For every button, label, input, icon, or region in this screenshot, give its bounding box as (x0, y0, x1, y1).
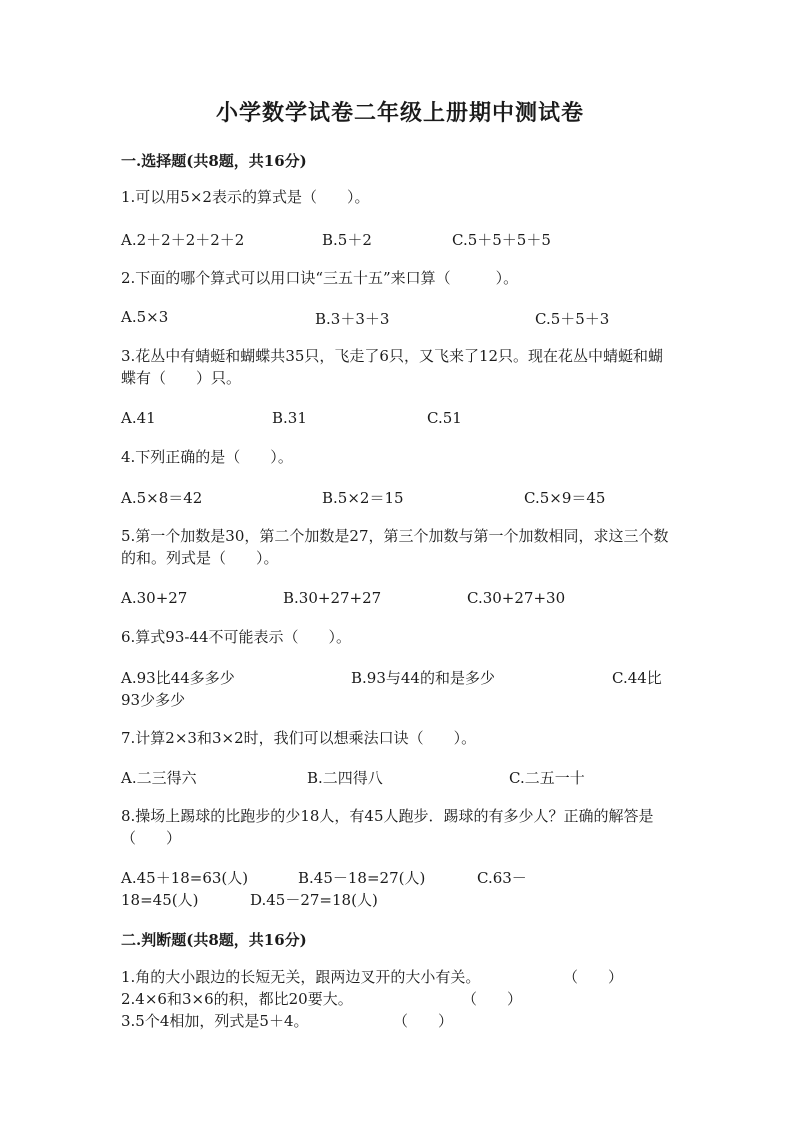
q1-option-b: B.5＋2 (322, 231, 372, 249)
q5-option-a: A.30+27 (121, 589, 188, 607)
q6-option-c-cont: 93少多少 (121, 691, 186, 709)
question-3: 3.花丛中有蜻蜓和蝴蝶共35只，飞走了6只，又飞来了12只。现在花丛中蜻蜓和蝴蝶有（ ）只。 (121, 347, 664, 387)
q1-option-a: A.2＋2＋2＋2＋2 (121, 231, 245, 249)
question-8: 8.操场上踢球的比跑步的少18人，有45人跑步．踢球的有多少人？正确的解答是（ ） (121, 807, 654, 847)
q3-option-c: C.51 (427, 409, 462, 427)
judge-item-1-blank: （ ） (563, 968, 624, 986)
q4-option-b: B.5×2＝15 (322, 489, 404, 507)
q7-option-a: A.二三得六 (121, 769, 197, 787)
q6-option-c: C.44比 (612, 669, 662, 687)
q8-option-a: A.45＋18=63(人) (121, 869, 249, 887)
judge-item-2: 2.4×6和3×6的积，都比20要大。 (121, 990, 353, 1008)
q3-option-b: B.31 (272, 409, 307, 427)
q8-option-c: C.63－ (477, 869, 527, 887)
q5-option-b: B.30+27+27 (283, 589, 382, 607)
question-5: 5.第一个加数是30，第二个加数是27，第三个加数与第一个加数相同，求这三个数的和。列式是（ ）。 (121, 527, 669, 567)
q4-option-a: A.5×8＝42 (121, 489, 203, 507)
q1-option-c: C.5＋5＋5＋5 (452, 231, 551, 249)
question-1: 1.可以用5×2表示的算式是（ ）。 (121, 188, 370, 206)
judge-item-1: 1.角的大小跟边的长短无关，跟两边叉开的大小有关。 (121, 968, 481, 986)
q5-option-c: C.30+27+30 (467, 589, 566, 607)
question-7: 7.计算2×3和3×2时，我们可以想乘法口诀（ ）。 (121, 729, 477, 747)
q7-option-c: C.二五一十 (509, 769, 585, 787)
question-6: 6.算式93-44不可能表示（ ）。 (121, 628, 352, 646)
q2-option-c: C.5＋5＋3 (535, 310, 610, 328)
question-2: 2.下面的哪个算式可以用口诀“三五十五”来口算（ ）。 (121, 269, 519, 287)
q3-option-a: A.41 (121, 409, 156, 427)
section-heading-choice: 一.选择题(共8题，共16分) (121, 152, 307, 170)
page-title: 小学数学试卷二年级上册期中测试卷 (215, 100, 584, 126)
q8-option-b: B.45－18=27(人) (298, 869, 426, 887)
judge-item-3: 3.5个4相加，列式是5＋4。 (121, 1012, 309, 1030)
q8-option-c-cont: 18=45(人) (121, 891, 199, 909)
judge-item-3-blank: （ ） (393, 1012, 454, 1030)
question-4: 4.下列正确的是（ ）。 (121, 448, 293, 466)
q2-option-b: B.3＋3＋3 (315, 310, 390, 328)
judge-item-2-blank: （ ） (462, 990, 523, 1008)
q8-option-d: D.45－27=18(人) (250, 891, 378, 909)
section-heading-judge: 二.判断题(共8题，共16分) (121, 931, 307, 949)
q6-option-b: B.93与44的和是多少 (351, 669, 495, 687)
q6-option-a: A.93比44多多少 (121, 669, 235, 687)
q2-option-a: A.5×3 (121, 308, 169, 326)
q7-option-b: B.二四得八 (307, 769, 383, 787)
q4-option-c: C.5×9＝45 (524, 489, 606, 507)
